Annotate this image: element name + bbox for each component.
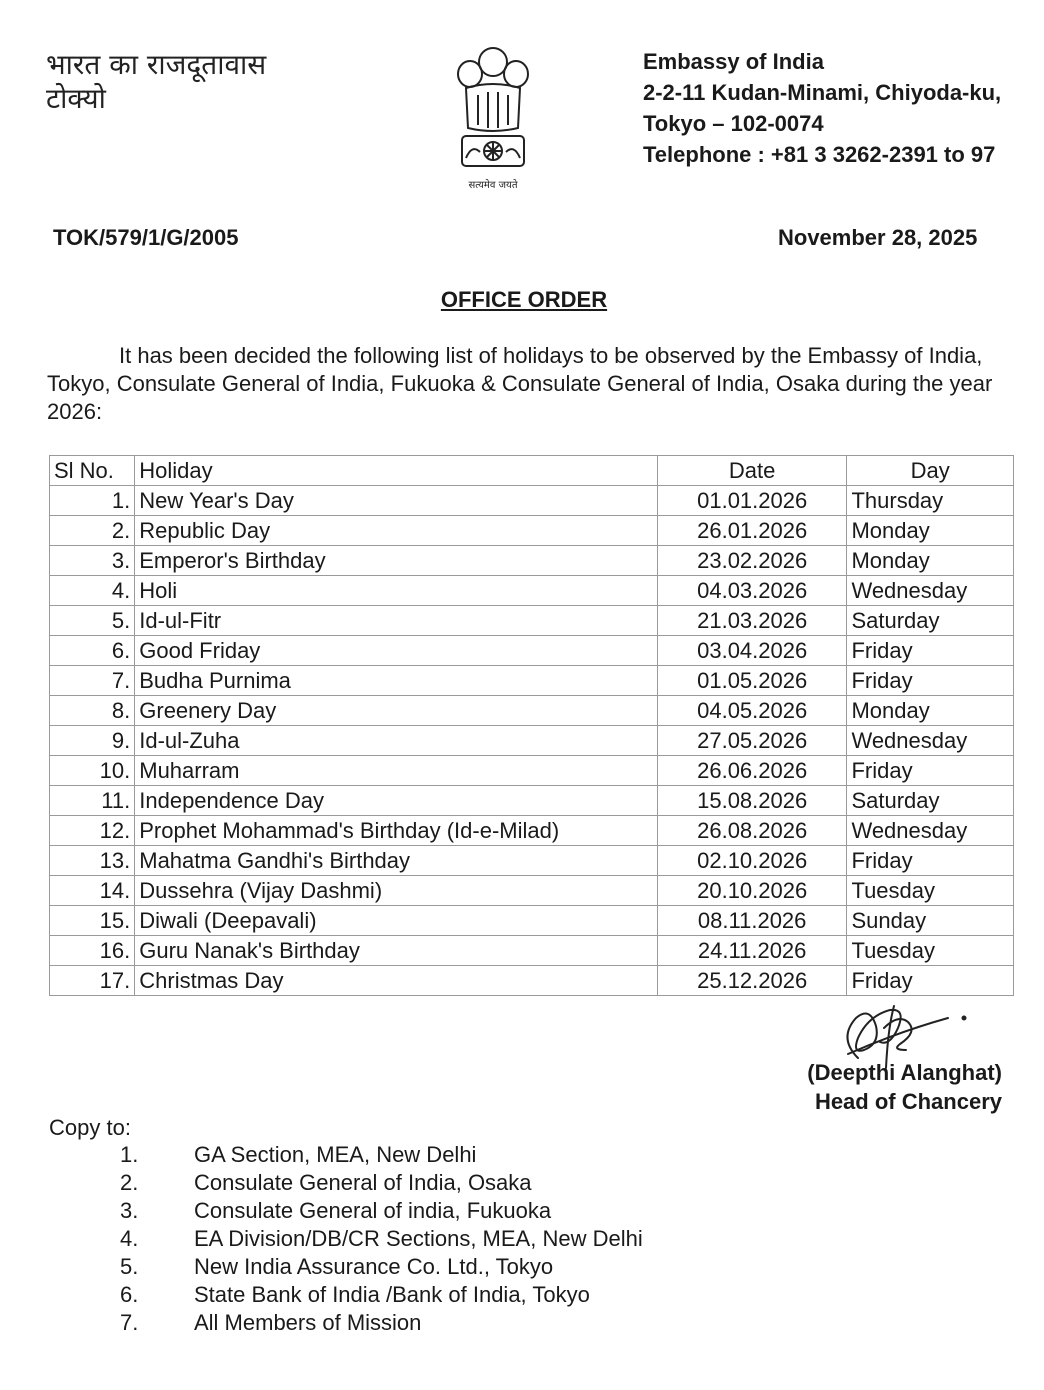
table-row [50,756,1014,786]
cell-date: 08.11.2026 [657,906,847,936]
intro-paragraph [47,342,1005,426]
cell-day: Friday [847,966,1014,996]
cell-holiday: Budha Purnima [135,666,658,696]
intro-text: It has been decided the following list of holidays to be observed by the Embassy of India, Tokyo, Consulate General of India, Fukuoka & Consulate General of India, Osaka during the year 2026: [47,343,993,424]
cell-holiday: Id-ul-Zuha [135,726,658,756]
copy-to-label: Copy to: [49,1115,131,1140]
list-item-number: 2. [120,1170,139,1195]
list-item-text: EA Division/DB/CR Sections, MEA, New Delhi [194,1226,643,1251]
list-item-number: 6. [120,1282,139,1307]
address-line: 2-2-11 Kudan-Minami, Chiyoda-ku, [643,80,1002,105]
holiday-table-body [50,486,1014,996]
cell-holiday: New Year's Day [135,486,658,516]
cell-sl-no: 7. [50,666,135,696]
emblem-icon [448,40,538,200]
cell-sl-no: 11. [50,786,135,816]
signatory-designation: Head of Chancery [814,1089,1002,1114]
cell-holiday: Emperor's Birthday [135,546,658,576]
cell-sl-no: 4. [50,576,135,606]
table-row [50,606,1014,636]
cell-date: 03.04.2026 [657,636,847,666]
cell-sl-no: 15. [50,906,135,936]
cell-sl-no: 17. [50,966,135,996]
hindi-line-1: भारत का राजदूतावास [46,48,267,81]
holiday-table [49,455,1014,996]
cell-holiday: Republic Day [135,516,658,546]
list-item [120,1141,643,1169]
cell-day: Friday [847,846,1014,876]
cell-day: Thursday [847,486,1014,516]
list-item-number: 7. [120,1310,139,1335]
table-row [50,726,1014,756]
table-row [50,486,1014,516]
cell-date: 26.08.2026 [657,816,847,846]
copy-to-list [120,1141,643,1337]
cell-date: 04.05.2026 [657,696,847,726]
cell-day: Friday [847,756,1014,786]
cell-day: Wednesday [847,576,1014,606]
list-item [120,1253,643,1281]
table-row [50,636,1014,666]
cell-day: Tuesday [847,876,1014,906]
address-line: Tokyo – 102-0074 [643,111,824,136]
header-date: Date [657,456,847,486]
cell-date: 26.01.2026 [657,516,847,546]
cell-day: Friday [847,636,1014,666]
cell-date: 02.10.2026 [657,846,847,876]
cell-holiday: Independence Day [135,786,658,816]
cell-date: 23.02.2026 [657,546,847,576]
cell-day: Wednesday [847,816,1014,846]
list-item [120,1169,643,1197]
cell-day: Monday [847,546,1014,576]
cell-holiday: Guru Nanak's Birthday [135,936,658,966]
cell-day: Saturday [847,606,1014,636]
hindi-line-2: टोक्यो [46,82,106,115]
cell-holiday: Muharram [135,756,658,786]
table-row [50,546,1014,576]
list-item [120,1197,643,1225]
reference-number: TOK/579/1/G/2005 [53,225,239,250]
cell-day: Tuesday [847,936,1014,966]
cell-sl-no: 1. [50,486,135,516]
header-day: Day [847,456,1014,486]
cell-day: Sunday [847,906,1014,936]
cell-sl-no: 9. [50,726,135,756]
cell-sl-no: 14. [50,876,135,906]
header-holiday: Holiday [135,456,658,486]
cell-day: Wednesday [847,726,1014,756]
cell-holiday: Mahatma Gandhi's Birthday [135,846,658,876]
table-row [50,816,1014,846]
signatory-name: (Deepthi Alanghat) [807,1060,1002,1085]
title-text: OFFICE ORDER [440,287,608,312]
cell-sl-no: 16. [50,936,135,966]
list-item-number: 3. [120,1198,139,1223]
signatory-block [788,1058,1002,1116]
national-emblem [448,40,538,200]
hindi-header [46,48,266,116]
cell-date: 01.05.2026 [657,666,847,696]
cell-sl-no: 2. [50,516,135,546]
address-line: Embassy of India [643,49,824,74]
document-date: November 28, 2025 [778,225,978,250]
cell-holiday: Good Friday [135,636,658,666]
cell-holiday: Prophet Mohammad's Birthday (Id-e-Milad) [135,816,658,846]
cell-day: Monday [847,516,1014,546]
cell-holiday: Holi [135,576,658,606]
cell-sl-no: 5. [50,606,135,636]
cell-date: 24.11.2026 [657,936,847,966]
list-item [120,1309,643,1337]
emblem-motto: सत्यमेव जयते [468,180,518,191]
cell-date: 25.12.2026 [657,966,847,996]
embassy-address [643,46,1001,170]
list-item-text: All Members of Mission [194,1310,422,1335]
table-row [50,906,1014,936]
cell-day: Saturday [847,786,1014,816]
list-item-number: 4. [120,1226,139,1251]
cell-holiday: Christmas Day [135,966,658,996]
cell-day: Monday [847,696,1014,726]
telephone-line: Telephone : +81 3 3262-2391 to 97 [643,142,996,167]
list-item-text: State Bank of India /Bank of India, Tokyo [194,1282,590,1307]
list-item-number: 1. [120,1142,139,1167]
table-header-row [50,456,1014,486]
cell-holiday: Diwali (Deepavali) [135,906,658,936]
cell-date: 01.01.2026 [657,486,847,516]
list-item-number: 5. [120,1254,139,1279]
cell-date: 04.03.2026 [657,576,847,606]
cell-sl-no: 10. [50,756,135,786]
list-item-text: Consulate General of India, Osaka [194,1170,532,1195]
document-title [0,287,1044,313]
cell-day: Friday [847,666,1014,696]
header-sl-no: Sl No. [50,456,135,486]
table-row [50,876,1014,906]
cell-date: 26.06.2026 [657,756,847,786]
cell-date: 21.03.2026 [657,606,847,636]
table-row [50,516,1014,546]
list-item-text: New India Assurance Co. Ltd., Tokyo [194,1254,554,1279]
table-row [50,576,1014,606]
cell-sl-no: 8. [50,696,135,726]
table-row [50,846,1014,876]
list-item [120,1225,643,1253]
cell-date: 27.05.2026 [657,726,847,756]
table-row [50,936,1014,966]
cell-holiday: Greenery Day [135,696,658,726]
table-row [50,696,1014,726]
cell-sl-no: 13. [50,846,135,876]
cell-holiday: Id-ul-Fitr [135,606,658,636]
cell-sl-no: 6. [50,636,135,666]
list-item-text: GA Section, MEA, New Delhi [194,1142,477,1167]
list-item [120,1281,643,1309]
cell-date: 15.08.2026 [657,786,847,816]
cell-holiday: Dussehra (Vijay Dashmi) [135,876,658,906]
list-item-text: Consulate General of india, Fukuoka [194,1198,552,1223]
table-row [50,666,1014,696]
cell-date: 20.10.2026 [657,876,847,906]
cell-sl-no: 12. [50,816,135,846]
table-row [50,966,1014,996]
cell-sl-no: 3. [50,546,135,576]
table-row [50,786,1014,816]
